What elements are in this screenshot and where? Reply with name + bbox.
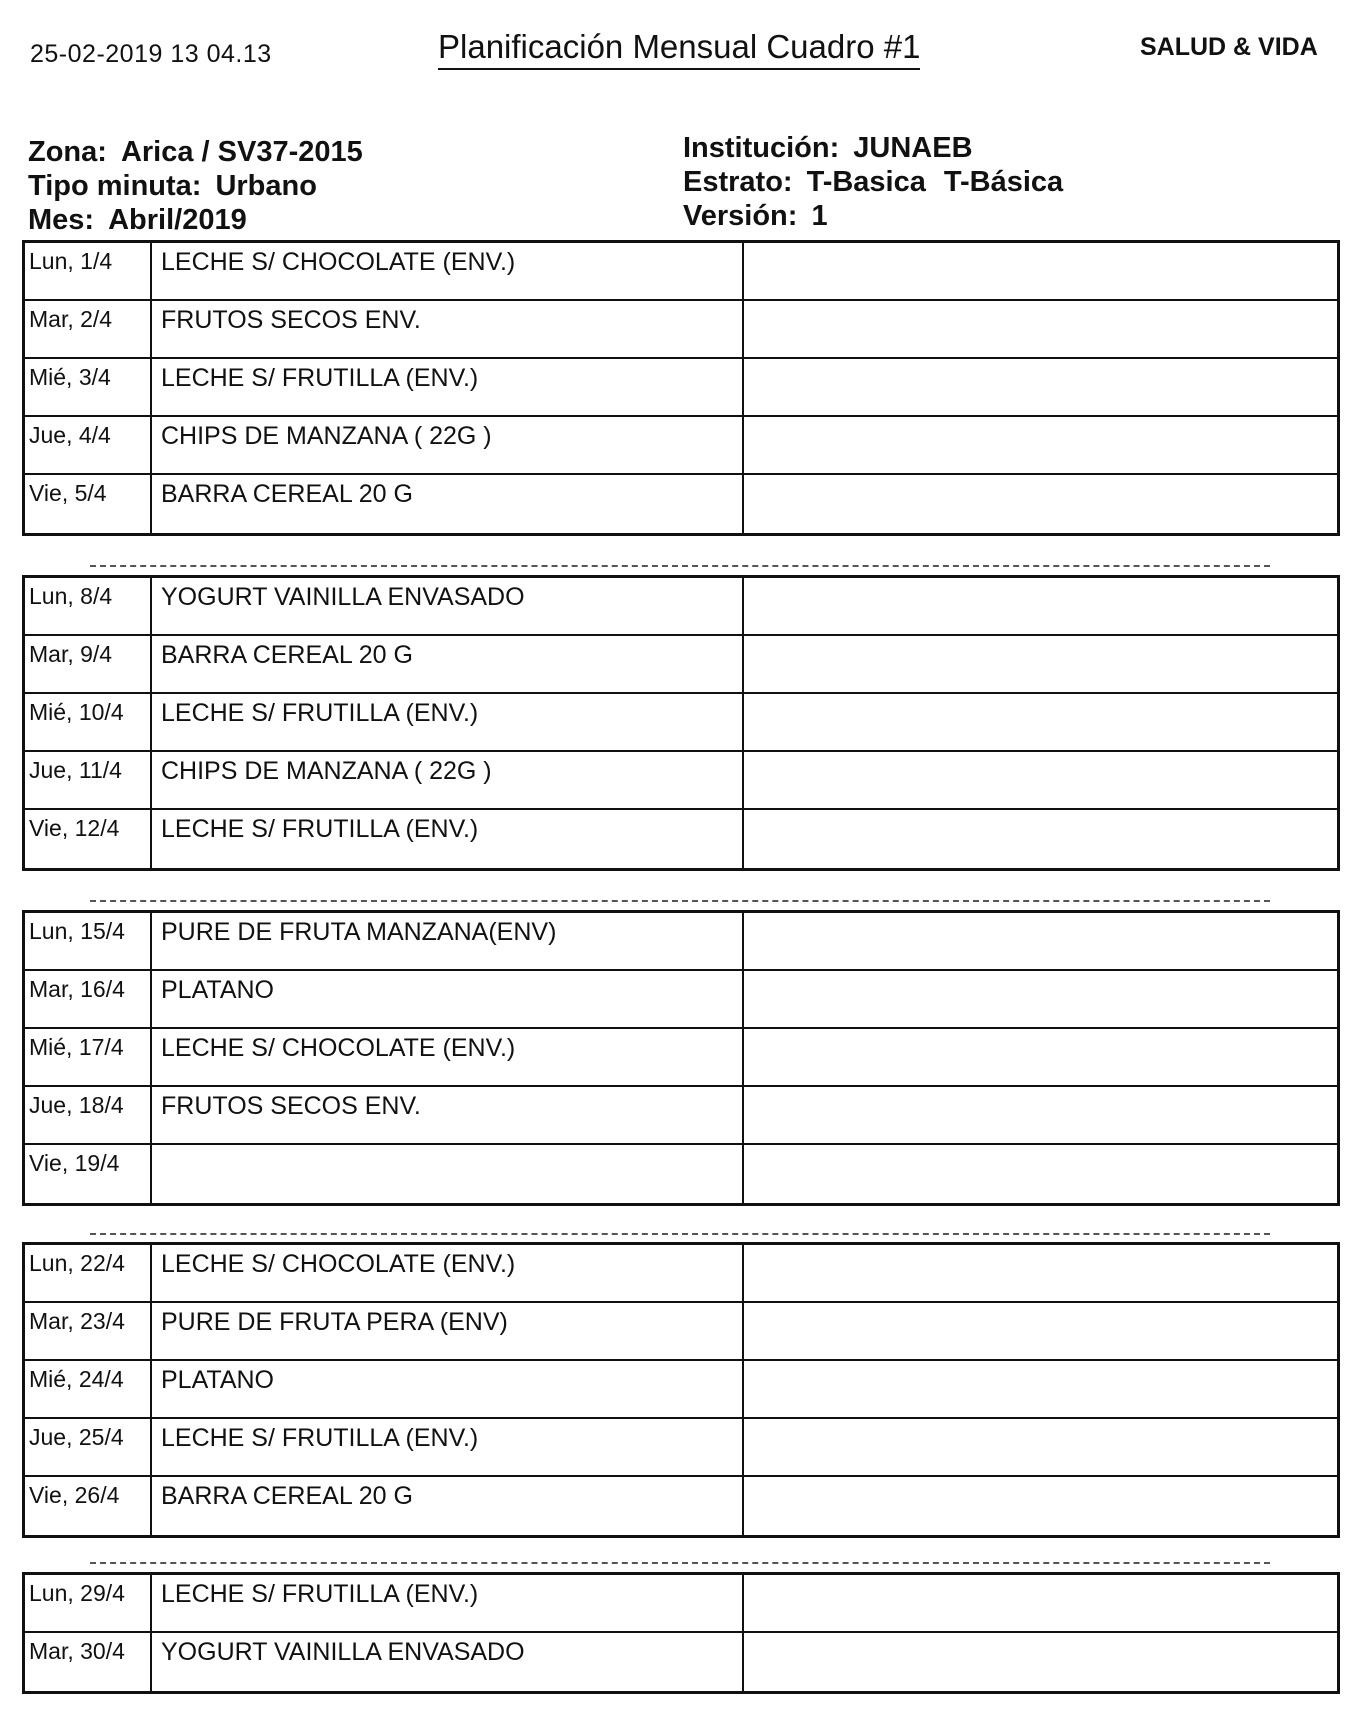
day-label: Mié, 10/4: [25, 694, 152, 750]
day-label: Mar, 2/4: [25, 301, 152, 357]
organization-name: SALUD & VIDA: [1140, 33, 1318, 61]
mes-label: Mes:: [28, 204, 95, 236]
day-label: Lun, 1/4: [25, 243, 152, 299]
print-timestamp: 25-02-2019 13 04.13: [30, 40, 272, 68]
empty-cell: [744, 1303, 1337, 1359]
menu-item: YOGURT VAINILLA ENVASADO: [152, 578, 744, 634]
estrato-value-2: T-Básica: [943, 166, 1064, 198]
day-label: Vie, 26/4: [25, 1477, 152, 1535]
menu-item: PURE DE FRUTA PERA (ENV): [152, 1303, 744, 1359]
day-label: Jue, 18/4: [25, 1087, 152, 1143]
week-separator: [90, 1233, 1270, 1235]
menu-item: LECHE S/ FRUTILLA (ENV.): [152, 1419, 744, 1475]
day-label: Lun, 29/4: [25, 1575, 152, 1631]
estrato-value-1: T-Basica: [806, 166, 926, 198]
week-table: [22, 575, 1340, 871]
day-row: [25, 1361, 1337, 1419]
day-row: [25, 417, 1337, 475]
day-label: Vie, 12/4: [25, 810, 152, 868]
day-label: Jue, 4/4: [25, 417, 152, 473]
menu-item: BARRA CEREAL 20 G: [152, 475, 744, 533]
day-row: [25, 1575, 1337, 1633]
empty-cell: [744, 752, 1337, 808]
day-label: Mar, 30/4: [25, 1633, 152, 1691]
day-label: Lun, 8/4: [25, 578, 152, 634]
week-table: [22, 240, 1340, 536]
day-label: Mar, 16/4: [25, 971, 152, 1027]
day-label: Lun, 22/4: [25, 1245, 152, 1301]
empty-cell: [744, 578, 1337, 634]
empty-cell: [744, 1633, 1337, 1691]
empty-cell: [744, 694, 1337, 750]
empty-cell: [744, 1029, 1337, 1085]
day-row: [25, 1303, 1337, 1361]
week-table: [22, 910, 1340, 1206]
menu-item: LECHE S/ FRUTILLA (ENV.): [152, 810, 744, 868]
week-separator: [90, 900, 1270, 902]
day-row: [25, 913, 1337, 971]
day-row: [25, 1245, 1337, 1303]
empty-cell: [744, 1087, 1337, 1143]
estrato-row: [683, 165, 1063, 199]
empty-cell: [744, 810, 1337, 868]
day-label: Vie, 19/4: [25, 1145, 152, 1203]
week-separator: [90, 565, 1270, 567]
empty-cell: [744, 1477, 1337, 1535]
day-label: Mié, 3/4: [25, 359, 152, 415]
empty-cell: [744, 913, 1337, 969]
empty-cell: [744, 636, 1337, 692]
week-table: [22, 1242, 1340, 1538]
empty-cell: [744, 475, 1337, 533]
tipo-minuta-row: [28, 169, 363, 203]
version-label: Versión:: [683, 200, 798, 232]
day-row: [25, 694, 1337, 752]
menu-item: BARRA CEREAL 20 G: [152, 636, 744, 692]
estrato-label: Estrato:: [683, 166, 793, 198]
tipo-minuta-value: Urbano: [215, 170, 317, 202]
menu-item: LECHE S/ CHOCOLATE (ENV.): [152, 1029, 744, 1085]
empty-cell: [744, 1145, 1337, 1203]
zona-row: [28, 135, 363, 169]
menu-item: LECHE S/ FRUTILLA (ENV.): [152, 359, 744, 415]
day-row: [25, 1419, 1337, 1477]
day-label: Mar, 9/4: [25, 636, 152, 692]
menu-item: LECHE S/ CHOCOLATE (ENV.): [152, 243, 744, 299]
day-row: [25, 1633, 1337, 1691]
menu-item: YOGURT VAINILLA ENVASADO: [152, 1633, 744, 1691]
meta-right-block: [683, 131, 1063, 233]
menu-item: CHIPS DE MANZANA ( 22G ): [152, 417, 744, 473]
day-label: Mié, 17/4: [25, 1029, 152, 1085]
day-row: [25, 636, 1337, 694]
menu-item: LECHE S/ CHOCOLATE (ENV.): [152, 1245, 744, 1301]
day-row: [25, 971, 1337, 1029]
empty-cell: [744, 417, 1337, 473]
menu-item: PLATANO: [152, 971, 744, 1027]
menu-item: [152, 1145, 744, 1203]
day-label: Jue, 25/4: [25, 1419, 152, 1475]
empty-cell: [744, 971, 1337, 1027]
institucion-label: Institución:: [683, 132, 840, 164]
day-label: Jue, 11/4: [25, 752, 152, 808]
day-row: [25, 578, 1337, 636]
day-row: [25, 1029, 1337, 1087]
menu-item: PLATANO: [152, 1361, 744, 1417]
day-label: Vie, 5/4: [25, 475, 152, 533]
menu-item: LECHE S/ FRUTILLA (ENV.): [152, 1575, 744, 1631]
day-row: [25, 301, 1337, 359]
week-separator: [90, 1562, 1270, 1564]
empty-cell: [744, 359, 1337, 415]
menu-item: FRUTOS SECOS ENV.: [152, 301, 744, 357]
menu-item: BARRA CEREAL 20 G: [152, 1477, 744, 1535]
day-row: [25, 359, 1337, 417]
day-row: [25, 752, 1337, 810]
tipo-minuta-label: Tipo minuta:: [28, 170, 202, 202]
day-row: [25, 475, 1337, 533]
institucion-row: [683, 131, 1063, 165]
empty-cell: [744, 301, 1337, 357]
day-label: Mié, 24/4: [25, 1361, 152, 1417]
day-row: [25, 1087, 1337, 1145]
version-row: [683, 199, 1063, 233]
day-label: Mar, 23/4: [25, 1303, 152, 1359]
zona-label: Zona:: [28, 136, 107, 168]
mes-row: [28, 203, 363, 237]
empty-cell: [744, 1245, 1337, 1301]
meta-left-block: [28, 135, 363, 237]
mes-value: Abril/2019: [108, 204, 247, 236]
day-row: [25, 243, 1337, 301]
empty-cell: [744, 1361, 1337, 1417]
menu-item: LECHE S/ FRUTILLA (ENV.): [152, 694, 744, 750]
version-value: 1: [811, 200, 828, 232]
week-table: [22, 1572, 1340, 1694]
menu-item: PURE DE FRUTA MANZANA(ENV): [152, 913, 744, 969]
institucion-value: JUNAEB: [853, 132, 973, 164]
day-row: [25, 810, 1337, 868]
day-label: Lun, 15/4: [25, 913, 152, 969]
page-title: Planificación Mensual Cuadro #1: [438, 28, 920, 70]
menu-item: CHIPS DE MANZANA ( 22G ): [152, 752, 744, 808]
day-row: [25, 1477, 1337, 1535]
empty-cell: [744, 1419, 1337, 1475]
menu-item: FRUTOS SECOS ENV.: [152, 1087, 744, 1143]
empty-cell: [744, 1575, 1337, 1631]
empty-cell: [744, 243, 1337, 299]
zona-value: Arica / SV37-2015: [120, 136, 363, 168]
day-row: [25, 1145, 1337, 1203]
